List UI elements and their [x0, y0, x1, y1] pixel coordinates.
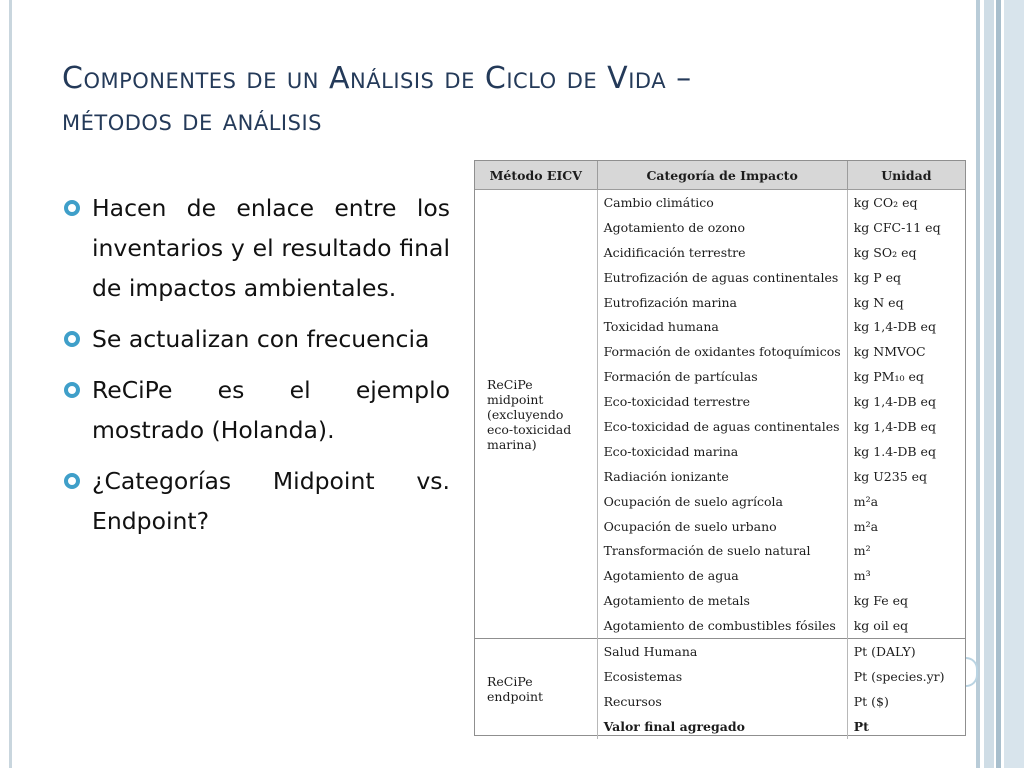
category-cell: Ocupación de suelo agrícola	[603, 493, 783, 509]
unit-cell: Pt	[847, 714, 965, 739]
bullet-text: Hacen de enlace entre los inventarios y el resultado final de impactos ambientales.	[92, 194, 450, 302]
bullet-item	[62, 370, 450, 450]
category-cell: Eutrofización de aguas continentales	[603, 269, 839, 285]
slide-title	[62, 58, 942, 142]
unit-cell: kg SO₂ eq	[847, 240, 965, 265]
category-cell: Salud Humana	[597, 639, 847, 664]
unit-cell: kg U235 eq	[847, 464, 965, 489]
midpoint-method-cell: ReCiPe midpoint (excluyendo eco-toxicidad marina)	[475, 190, 597, 639]
slide-title-line-2: métodos de análisis	[62, 103, 322, 138]
unit-cell: Pt ($)	[847, 689, 965, 714]
unit-cell: kg NMVOC	[847, 339, 965, 364]
category-cell: Agotamiento de metals	[603, 593, 750, 609]
bullet-ring-icon	[64, 473, 80, 489]
category-cell: Agotamiento de ozono	[603, 219, 745, 235]
bullet-text: ¿Categorías Midpoint vs. Endpoint?	[92, 467, 450, 535]
unit-cell: m²a	[847, 514, 965, 539]
category-cell: Ocupación de suelo urbano	[603, 518, 777, 534]
unit-cell: kg 1,4-DB eq	[847, 314, 965, 339]
bullet-text: Se actualizan con frecuencia	[92, 325, 430, 353]
unit-cell: kg 1,4-DB eq	[847, 414, 965, 439]
endpoint-method-cell: ReCiPe endpoint	[475, 639, 597, 739]
category-cell: Toxicidad humana	[603, 319, 719, 335]
bullet-item	[62, 188, 450, 308]
side-stripe	[976, 0, 980, 768]
category-cell: Eutrofización marina	[603, 294, 737, 310]
category-cell: Recursos	[603, 693, 662, 709]
category-cell: Radiación ionizante	[603, 468, 729, 484]
unit-cell: kg CFC-11 eq	[847, 215, 965, 240]
category-cell: Eco-toxicidad de aguas continentales	[603, 418, 840, 434]
table-row	[475, 190, 965, 215]
unit-cell: m²a	[847, 489, 965, 514]
header-category: Categoría de Impacto	[597, 161, 847, 190]
category-cell: Cambio climático	[597, 190, 847, 215]
side-stripe	[984, 0, 994, 768]
unit-cell: kg P eq	[847, 265, 965, 290]
bullet-item	[62, 319, 450, 359]
category-cell: Acidificación terrestre	[603, 244, 746, 260]
header-unit: Unidad	[847, 161, 965, 190]
unit-cell: Pt (species.yr)	[847, 664, 965, 689]
unit-cell: m³	[847, 563, 965, 588]
table-body	[475, 190, 965, 739]
bullet-text: ReCiPe es el ejemplo mostrado (Holanda).	[92, 376, 450, 444]
unit-cell: Pt (DALY)	[847, 639, 965, 664]
table-header-row	[475, 161, 965, 190]
bullet-item	[62, 461, 450, 541]
category-cell: Formación de oxidantes fotoquímicos	[603, 344, 841, 360]
slide-title-line-1: Componentes de un Análisis de Ciclo de Vida –	[62, 61, 692, 96]
category-cell: Agotamiento de combustibles fósiles	[603, 618, 836, 634]
bullet-list	[62, 188, 450, 552]
bullet-ring-icon	[64, 200, 80, 216]
side-stripe	[1004, 0, 1024, 768]
category-cell: Valor final agregado	[603, 718, 745, 734]
unit-cell: kg oil eq	[847, 613, 965, 638]
unit-cell: kg Fe eq	[847, 588, 965, 613]
unit-cell: m²	[847, 538, 965, 563]
category-cell: Transformación de suelo natural	[603, 543, 811, 559]
header-method: Método EICV	[475, 161, 597, 190]
category-cell: Formación de partículas	[603, 369, 758, 385]
category-cell: Ecosistemas	[603, 668, 683, 684]
category-cell: Eco-toxicidad marina	[603, 443, 739, 459]
unit-cell: kg 1,4-DB eq	[847, 389, 965, 414]
table-row	[475, 639, 965, 664]
bullet-ring-icon	[64, 382, 80, 398]
unit-cell: kg N eq	[847, 290, 965, 315]
category-cell: Agotamiento de agua	[603, 568, 739, 584]
side-stripe	[996, 0, 1001, 768]
unit-cell: kg CO₂ eq	[847, 190, 965, 215]
unit-cell: kg PM₁₀ eq	[847, 364, 965, 389]
unit-cell: kg 1.4-DB eq	[847, 439, 965, 464]
impact-methods-table	[474, 160, 966, 736]
bullet-ring-icon	[64, 331, 80, 347]
category-cell: Eco-toxicidad terrestre	[603, 394, 751, 410]
left-rule	[9, 0, 12, 768]
